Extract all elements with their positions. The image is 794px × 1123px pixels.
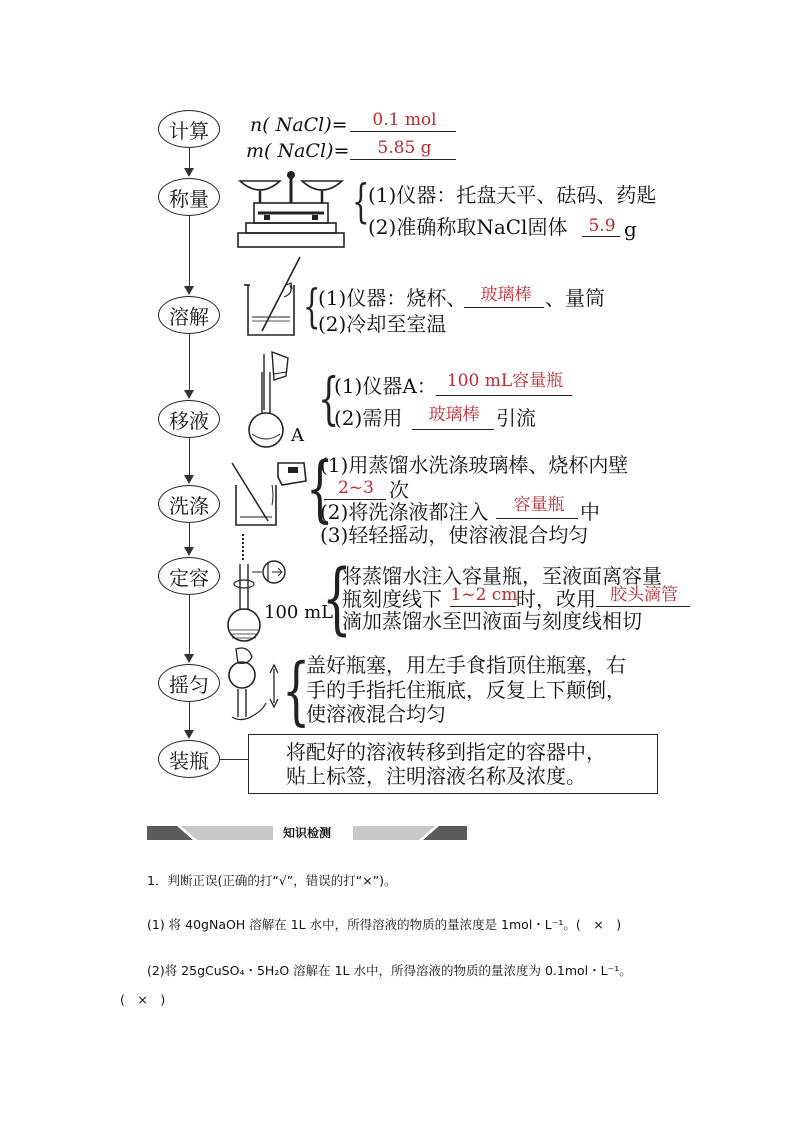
step-weigh: 称量 xyxy=(158,178,220,216)
flow-connector xyxy=(189,148,190,168)
step-dissolve: 溶解 xyxy=(158,296,220,334)
constant-volume-answer-1: 1~2 cm xyxy=(450,585,518,605)
brace-icon: { xyxy=(303,279,321,333)
flow-arrow-icon xyxy=(184,730,194,739)
question-1-2: (2)将 25gCuSO₄・5H₂O 溶解在 1L 水中，所得溶液的物质的量浓度为 0.1mol・L⁻¹。 xyxy=(147,963,632,978)
calc-n-underline xyxy=(350,131,456,132)
transfer-line1-prefix: (1)仪器A： xyxy=(334,374,437,398)
weigh-line1: (1)仪器：托盘天平、砝码、药匙 xyxy=(368,183,657,207)
flow-connector xyxy=(189,334,190,390)
step-calc: 计算 xyxy=(158,110,220,148)
constant-volume-underline-1 xyxy=(450,606,516,607)
constant-volume-line1: 将蒸馏水注入容量瓶，至液面离容量 xyxy=(342,564,662,588)
wash-line1b-suffix: 次 xyxy=(389,478,409,502)
flow-connector xyxy=(189,595,190,654)
question-1: 1．判断正误(正确的打“√”，错误的打“×”)。 xyxy=(147,873,397,888)
dissolve-underline xyxy=(464,307,544,308)
calc-n-label: n( NaCl)= xyxy=(250,114,348,136)
dissolve-line2: (2)冷却至室温 xyxy=(318,312,447,336)
flow-connector xyxy=(189,216,190,286)
brace-icon: { xyxy=(322,554,352,644)
brace-icon: { xyxy=(306,446,334,530)
brace-icon: { xyxy=(282,648,311,734)
wash-line2-answer: 容量瓶 xyxy=(513,495,565,515)
balance-scale-icon xyxy=(236,165,346,250)
dissolve-line1-prefix: (1)仪器：烧杯、 xyxy=(318,286,467,310)
flow-connector xyxy=(189,523,190,547)
weigh-underline xyxy=(582,236,620,237)
constant-volume-flask-label: 100 mL xyxy=(264,602,334,623)
step-transfer: 移液 xyxy=(158,400,220,438)
shake-line3: 使溶液混合均匀 xyxy=(306,702,446,726)
flow-arrow-icon xyxy=(184,168,194,177)
shake-line2: 手的手指托住瓶底，反复上下颠倒， xyxy=(306,678,626,702)
dropper-flask-icon xyxy=(222,530,302,645)
wash-line1: (1)用蒸馏水洗涤玻璃棒、烧杯内壁 xyxy=(320,453,629,477)
wash-line2-prefix: (2)将洗涤液都注入 xyxy=(320,500,489,524)
transfer-line1-answer: 100 mL容量瓶 xyxy=(446,371,564,391)
question-1-1: (1) 将 40gNaOH 溶解在 1L 水中，所得溶液的物质的量浓度是 1mol・L⁻¹。( × ) xyxy=(147,917,622,932)
beaker-stirring-icon xyxy=(242,255,312,340)
weigh-line2-prefix: (2)准确称取NaCl固体 xyxy=(368,215,568,239)
transfer-line2-prefix: (2)需用 xyxy=(334,406,403,430)
calc-m-underline xyxy=(350,159,456,160)
wash-line3: (3)轻轻摇动，使溶液混合均匀 xyxy=(320,523,589,547)
transfer-underline-1 xyxy=(436,395,572,396)
bottle-connector xyxy=(220,759,248,760)
flow-arrow-icon xyxy=(184,286,194,295)
transfer-line2-answer: 玻璃棒 xyxy=(428,405,480,425)
flow-arrow-icon xyxy=(184,654,194,663)
flow-arrow-icon xyxy=(184,475,194,484)
constant-volume-underline-2 xyxy=(596,606,690,607)
dissolve-line1-suffix: 、量筒 xyxy=(545,286,605,310)
bottle-line2: 贴上标签，注明溶液名称及浓度。 xyxy=(286,764,586,788)
brace-icon: { xyxy=(318,367,340,432)
transfer-flask-label: A xyxy=(291,425,304,446)
weigh-line2-suffix: g xyxy=(624,217,637,241)
calc-m-label: m( NaCl)= xyxy=(246,140,350,162)
flow-connector xyxy=(189,702,190,730)
brace-icon: { xyxy=(352,174,370,228)
constant-volume-answer-2: 胶头滴管 xyxy=(610,585,678,605)
step-constant-volume: 定容 xyxy=(158,557,220,595)
shake-line1: 盖好瓶塞，用左手食指顶住瓶塞，右 xyxy=(306,653,626,677)
section-banner xyxy=(147,826,467,840)
calc-n-answer: 0.1 mol xyxy=(372,110,437,130)
bottle-line1: 将配好的溶液转移到指定的容器中， xyxy=(286,740,606,764)
dissolve-line1-answer: 玻璃棒 xyxy=(480,285,532,305)
transfer-underline-2 xyxy=(412,429,494,430)
calc-m-answer: 5.85 g xyxy=(377,138,432,158)
wash-line2-suffix: 中 xyxy=(580,500,600,524)
flow-arrow-icon xyxy=(184,547,194,556)
constant-volume-line3: 滴加蒸馏水至凹液面与刻度线相切 xyxy=(342,609,642,633)
flow-connector xyxy=(189,438,190,475)
section-title: 知识检测 xyxy=(282,826,331,840)
step-shake: 摇匀 xyxy=(158,664,220,702)
wash-line1b-answer: 2~3 xyxy=(338,478,374,498)
constant-volume-line2-prefix: 瓶刻度线下 xyxy=(342,587,442,611)
question-1-2-answer: ( × ) xyxy=(120,992,166,1007)
transfer-line2-suffix: 引流 xyxy=(496,406,536,430)
weigh-line2-answer: 5.9 xyxy=(588,216,616,236)
flow-arrow-icon xyxy=(184,390,194,399)
step-wash: 洗涤 xyxy=(158,485,220,523)
wash-underline-2 xyxy=(496,518,578,519)
step-bottle: 装瓶 xyxy=(158,740,220,778)
constant-volume-line2-mid: 时，改用 xyxy=(516,587,596,611)
